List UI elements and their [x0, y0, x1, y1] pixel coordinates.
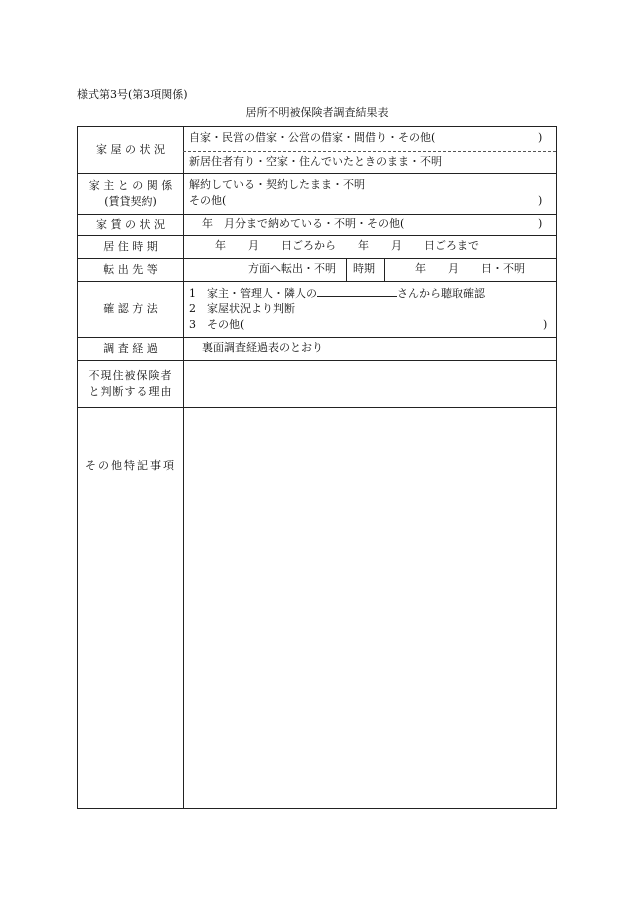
landlord-relation-label	[78, 173, 183, 214]
rent-status-close-paren: )	[538, 217, 543, 230]
label-column-divider	[183, 127, 184, 808]
survey-table	[77, 126, 557, 809]
destination-date: 年 月 日・不明	[415, 262, 525, 275]
landlord-contract-options: 解約している・契約したまま・不明	[189, 178, 365, 191]
form-number: 様式第3号(第3項関係)	[77, 88, 188, 101]
confirmation-item-2: 2 家屋状況より判断	[189, 302, 295, 315]
house-status-label: 家 屋 の 状 況	[96, 143, 165, 156]
landlord-relation-label-main: 家 主 と の 関 係	[88, 178, 173, 192]
residence-period-value: 年 月 日ごろから 年 月 日ごろまで	[215, 239, 479, 252]
confirmation-method-label: 確 認 方 法	[103, 302, 158, 315]
destination-label: 転 出 先 等	[103, 262, 158, 276]
reason-label-line-2: と判断する理由	[88, 384, 173, 398]
document-title: 居所不明被保険者調査結果表	[245, 106, 389, 119]
landlord-close-paren: )	[538, 194, 543, 207]
landlord-relation-label-sub: (賃貸契約)	[104, 194, 157, 208]
investigation-value: 裏面調査経過表のとおり	[202, 341, 323, 354]
house-status-options: 自家・民営の借家・公営の借家・間借り・その他(	[189, 131, 436, 144]
other-notes-label: その他特記事項	[85, 459, 176, 472]
house-status-close-paren: )	[538, 131, 543, 144]
destination-direction: 方面へ転出・不明	[248, 262, 336, 275]
confirmation-item-3: 3 その他(	[189, 318, 245, 331]
confirmation-item-1-suffix: さんから聴取確認	[397, 287, 485, 300]
reason-label	[78, 360, 183, 407]
landlord-other: その他(	[189, 194, 227, 207]
name-blank-underline	[317, 285, 397, 297]
cell-divider	[384, 258, 385, 281]
reason-label-line-1: 不現住被保険者	[88, 368, 173, 382]
cell-divider	[346, 258, 347, 281]
dashed-divider	[183, 151, 556, 152]
residence-period-label: 居 住 時 期	[103, 239, 158, 253]
rent-status-value: 年 月分まで納めている・不明・その他(	[202, 217, 405, 230]
investigation-label: 調 査 経 過	[103, 341, 158, 355]
destination-period-label: 時期	[353, 262, 375, 275]
confirmation-close-paren: )	[543, 318, 548, 331]
house-status-occupancy: 新居住者有り・空家・住んでいたときのまま・不明	[189, 155, 442, 168]
confirmation-item-1-prefix: 1 家主・管理人・隣人の	[189, 287, 317, 300]
rent-status-label: 家 賃 の 状 況	[96, 217, 165, 231]
confirmation-item-1	[189, 285, 485, 302]
